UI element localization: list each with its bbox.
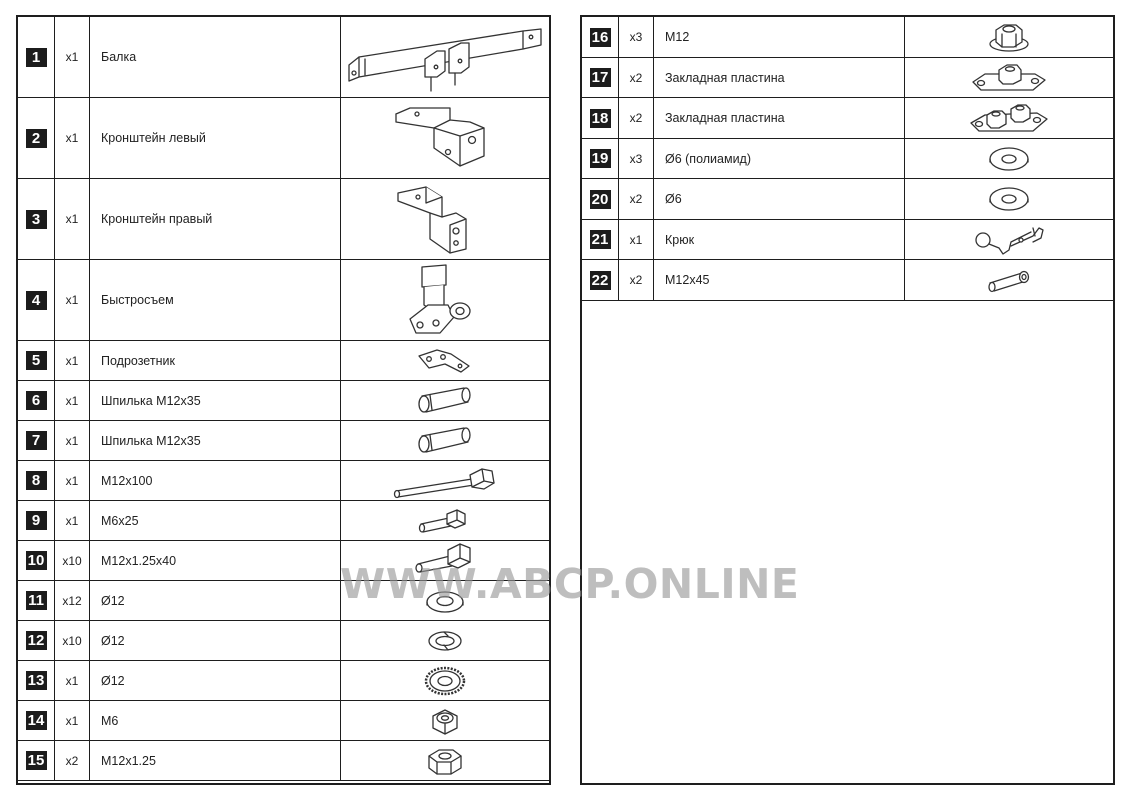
quantity: x3 [629,30,643,44]
item-number-badge: 1 [26,48,47,67]
item-number-badge: 19 [590,149,611,168]
flat-washer-icon [983,144,1035,174]
item-number-cell [582,98,619,138]
part-name-cell [654,260,905,300]
quantity: x1 [629,232,643,247]
parts-row [582,179,1113,220]
item-number-badge: 21 [590,230,611,249]
part-illustration [341,461,549,500]
quantity: x1 [65,673,79,688]
parts-row [18,661,549,701]
part-name-cell [654,98,905,138]
parts-row [18,341,549,381]
part-name: Ø6 (полиамид) [665,151,752,166]
parts-row [18,701,549,741]
item-number-badge: 3 [26,210,47,229]
part-name: Ø12 [101,673,125,688]
parts-row [582,58,1113,98]
item-number-badge: 10 [26,551,47,570]
part-name: Ø12 [101,593,125,608]
quantity-cell [55,260,90,340]
part-name: Кронштейн правый [101,212,213,226]
part-name: Закладная пластина [665,111,785,125]
item-number-badge: 14 [26,711,47,730]
item-number-badge: 17 [590,68,611,87]
part-illustration [341,179,549,259]
item-number-cell [582,17,619,57]
item-number-badge: 7 [26,431,47,450]
short-bolt-icon [415,506,475,536]
quantity: x1 [65,713,79,728]
watermark: WWW.ABCP.ONLINE [340,560,800,608]
quantity-cell [619,179,654,219]
part-name-cell [90,17,341,97]
part-name: М12х1.25 [101,753,156,768]
part-name: Ø12 [101,633,125,648]
parts-row [18,421,549,461]
part-name-cell [654,179,905,219]
quantity-cell [55,581,90,620]
quantity: x10 [62,553,82,568]
quantity: x1 [65,131,79,145]
parts-row [18,17,549,98]
parts-row [582,98,1113,139]
item-number-cell [18,98,55,178]
part-illustration [341,98,549,178]
parts-row [582,17,1113,58]
part-name-cell [654,220,905,259]
part-illustration [905,17,1113,57]
quantity: x1 [65,393,79,408]
part-name: М6х25 [101,513,139,528]
item-number-cell [18,341,55,380]
part-illustration [341,381,549,420]
part-illustration [905,179,1113,219]
part-illustration [341,341,549,380]
spring-washer-icon [420,626,470,656]
part-name: Подрозетник [101,353,175,368]
part-name-cell [90,179,341,259]
part-name-cell [90,741,341,780]
parts-row [18,501,549,541]
stud-icon [410,384,480,418]
parts-row [582,139,1113,179]
part-name-cell [90,98,341,178]
item-number-cell [18,421,55,460]
part-name: Быстросъем [101,293,174,307]
single-nut-plate-icon [969,62,1049,94]
part-illustration [341,421,549,460]
quantity-cell [55,341,90,380]
quantity-cell [55,741,90,780]
item-number-badge: 11 [26,591,47,610]
item-number-cell [582,179,619,219]
quantity: x1 [65,513,79,528]
part-name-cell [90,341,341,380]
item-number-cell [582,220,619,259]
part-name-cell [654,139,905,178]
item-number-cell [18,17,55,97]
item-number-cell [582,260,619,300]
left-bracket-icon [390,100,500,176]
part-illustration [905,98,1113,138]
part-name-cell [90,661,341,700]
part-illustration [905,139,1113,178]
part-illustration [905,260,1113,300]
flat-washer-icon [983,184,1035,214]
item-number-cell [18,381,55,420]
part-illustration [341,661,549,700]
item-number-cell [18,621,55,660]
quantity: x10 [62,633,82,648]
long-bolt-icon [390,461,500,501]
item-number-cell [582,139,619,178]
part-name: Шпилька М12х35 [101,433,201,448]
item-number-badge: 8 [26,471,47,490]
item-number-badge: 13 [26,671,47,690]
quantity: x1 [65,433,79,448]
quantity-cell [55,179,90,259]
parts-row [18,381,549,421]
tow-bar-beam-icon [345,19,545,95]
quantity-cell [619,220,654,259]
part-illustration [905,220,1113,259]
parts-table-left [16,15,551,785]
part-illustration [341,501,549,540]
part-name-cell [90,621,341,660]
part-name: Балка [101,50,137,64]
quantity: x2 [629,192,643,206]
part-illustration [341,260,549,340]
parts-row [18,621,549,661]
part-name-cell [90,421,341,460]
part-name-cell [654,58,905,97]
item-number-cell [18,461,55,500]
quantity-cell [619,17,654,57]
item-number-badge: 6 [26,391,47,410]
quantity-cell [55,381,90,420]
part-name: М6 [101,713,119,728]
part-name-cell [654,17,905,57]
quantity: x1 [65,473,79,488]
quantity-cell [55,701,90,740]
quantity: x1 [65,293,79,307]
quantity: x2 [65,753,79,768]
part-name-cell [90,581,341,620]
parts-row [18,260,549,341]
quantity: x2 [629,273,643,287]
lock-nut-icon [425,704,465,738]
parts-row [18,741,549,781]
quantity: x2 [629,111,643,125]
quantity: x12 [62,593,82,608]
part-name-cell [90,501,341,540]
parts-row [582,220,1113,260]
parts-row [582,260,1113,301]
parts-row [18,179,549,260]
hex-nut-icon [423,744,467,778]
part-name: Ø6 [665,192,682,206]
item-number-cell [18,701,55,740]
quantity-cell [55,621,90,660]
part-name: М12х100 [101,473,153,488]
part-name: Кронштейн левый [101,131,206,145]
part-illustration [341,741,549,780]
part-illustration [341,621,549,660]
double-nut-plate-icon [967,101,1051,135]
quantity-cell [55,17,90,97]
quantity: x2 [629,70,643,85]
quantity-cell [55,421,90,460]
part-name-cell [90,461,341,500]
toothed-washer-icon [420,664,470,698]
item-number-cell [18,741,55,780]
quantity-cell [55,541,90,580]
socket-plate-icon [415,346,475,376]
item-number-cell [18,501,55,540]
item-number-badge: 4 [26,291,47,310]
item-number-cell [18,260,55,340]
quantity-cell [619,58,654,97]
short-stud-icon [982,265,1036,295]
item-number-badge: 22 [590,271,611,290]
part-name: Шпилька М12х35 [101,393,201,408]
item-number-badge: 2 [26,129,47,148]
quantity-cell [619,260,654,300]
parts-row [18,98,549,179]
part-name: М12 [665,30,690,44]
part-illustration [341,701,549,740]
stud-icon [410,424,480,458]
tow-ball-hook-icon [969,222,1049,258]
quantity-cell [619,98,654,138]
quantity-cell [55,501,90,540]
quantity-cell [55,461,90,500]
parts-row [18,461,549,501]
quantity: x1 [65,212,79,226]
quantity-cell [55,661,90,700]
right-bracket-icon [390,181,500,257]
item-number-badge: 20 [590,190,611,209]
quick-release-icon [400,261,490,339]
quantity: x1 [65,353,79,368]
item-number-cell [582,58,619,97]
item-number-cell [18,179,55,259]
flange-nut-icon [984,20,1034,54]
part-name: Крюк [665,232,695,247]
part-name-cell [90,381,341,420]
part-name-cell [90,260,341,340]
quantity: x3 [629,151,643,166]
item-number-cell [18,581,55,620]
parts-table-right [580,15,1115,785]
part-name: М12х1.25х40 [101,553,177,568]
item-number-badge: 16 [590,28,611,47]
part-name-cell [90,701,341,740]
item-number-badge: 9 [26,511,47,530]
quantity-cell [55,98,90,178]
item-number-badge: 5 [26,351,47,370]
item-number-badge: 18 [590,109,611,128]
part-illustration [905,58,1113,97]
quantity-cell [619,139,654,178]
part-name: М12х45 [665,273,710,287]
item-number-cell [18,661,55,700]
item-number-badge: 12 [26,631,47,650]
item-number-badge: 15 [26,751,47,770]
part-name: Закладная пластина [665,70,785,85]
part-illustration [341,17,549,97]
quantity: x1 [65,50,79,64]
part-name-cell [90,541,341,580]
item-number-cell [18,541,55,580]
